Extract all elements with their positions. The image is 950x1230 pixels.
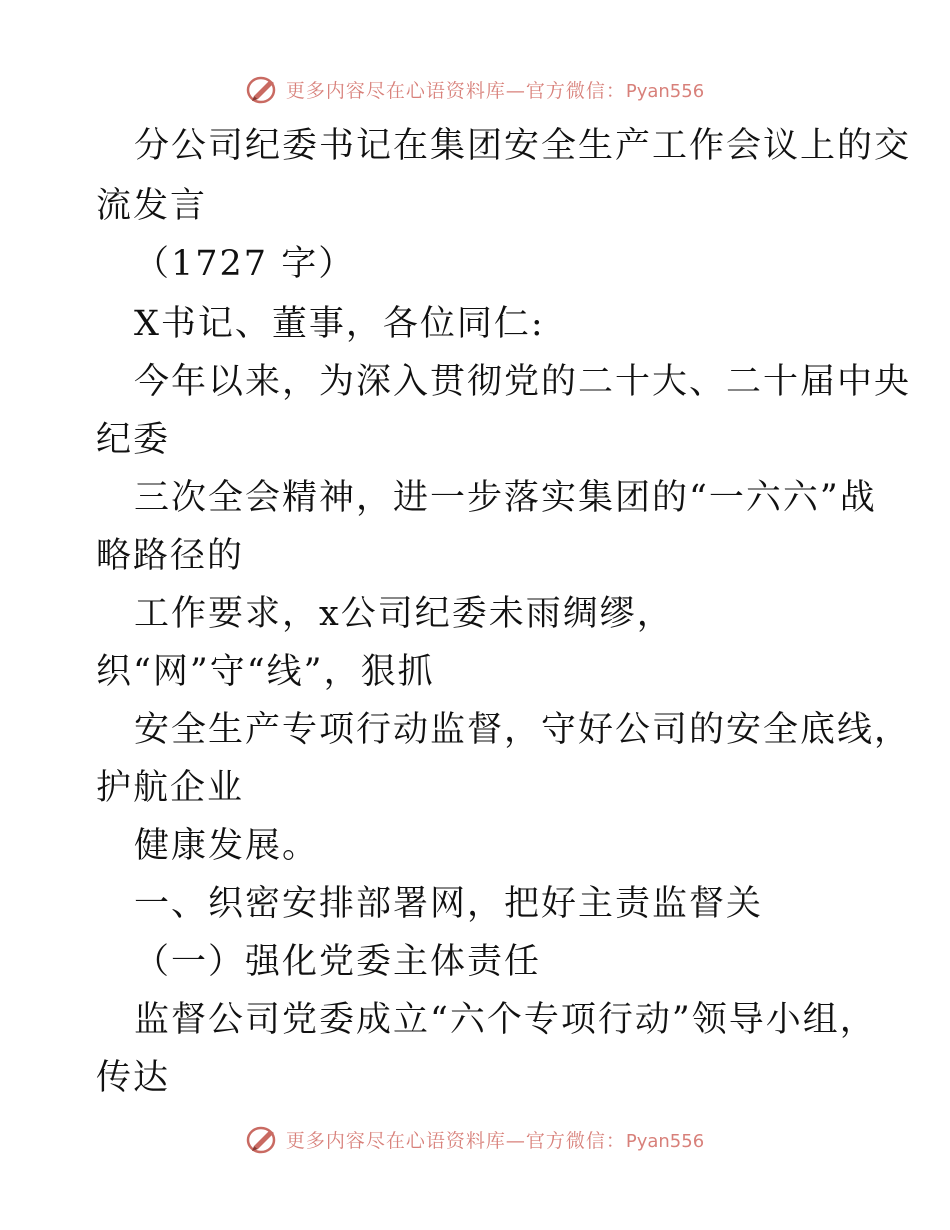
subsection-heading: （一）强化党委主体责任 <box>134 942 542 982</box>
title-line-2: 流发言 <box>96 186 208 226</box>
paragraph-line: 三次全会精神，进一步落实集团的“一六六”战 <box>134 478 877 518</box>
paragraph-line: 健康发展。 <box>134 826 320 866</box>
paragraph-line: 护航企业 <box>96 768 245 808</box>
section-heading: 一、织密安排部署网，把好主责监督关 <box>134 884 764 924</box>
word-count: （1727 字） <box>134 244 356 284</box>
header-banner <box>0 72 950 106</box>
header-wechat-id: Pyan556 <box>625 80 705 102</box>
paragraph-line: 工作要求，x公司纪委未雨绸缪， <box>134 594 674 634</box>
salutation: X书记、董事，各位同仁: <box>134 304 545 344</box>
paragraph-line: 安全生产专项行动监督，守好公司的安全底线， <box>134 710 912 750</box>
pen-logo-icon <box>246 74 280 104</box>
footer-banner <box>0 1122 950 1156</box>
header-text: 更多内容尽在心语资料库—官方微信：Pyan556 <box>285 79 705 102</box>
paragraph-line: 传达 <box>96 1058 171 1098</box>
paragraph-line: 略路径的 <box>96 536 245 576</box>
paragraph-line: 监督公司党委成立“六个专项行动”领导小组， <box>134 1000 877 1040</box>
paragraph-line: 今年以来，为深入贯彻党的二十大、二十届中央 <box>134 362 912 402</box>
pen-logo-icon <box>246 1124 280 1154</box>
title-line-1: 分公司纪委书记在集团安全生产工作会议上的交 <box>134 126 912 166</box>
paragraph-line: 纪委 <box>96 420 171 460</box>
footer-text: 更多内容尽在心语资料库—官方微信：Pyan556 <box>285 1129 705 1152</box>
footer-wechat-id: Pyan556 <box>625 1130 705 1152</box>
paragraph-line: 织“网”守“线”，狠抓 <box>96 652 435 692</box>
